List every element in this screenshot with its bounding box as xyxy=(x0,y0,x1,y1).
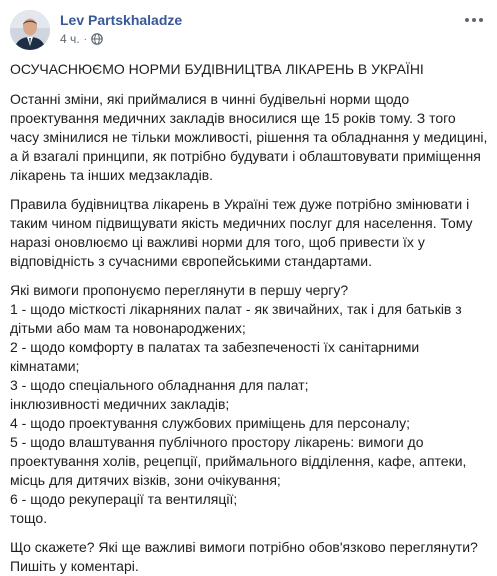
list-item: 3 - щодо спеціального обладнання для палат; xyxy=(10,377,309,393)
post-header xyxy=(10,10,487,52)
list-item: інклюзивності медичних закладів; xyxy=(10,396,230,412)
post-paragraph: Останні зміни, які приймалися в чинні будівельні норми щодо проектування медичних закладів вносилися ще 15 років тому. З того часу змінилися не тільки можливості, рішення та обладнання у медицині, а й взагалі принципи, як потрібно будувати і облаштовувати приміщення лікарень та інших медзакладів. xyxy=(10,91,488,183)
list-heading: Які вимоги пропонуємо переглянути в першу чергу? xyxy=(10,282,349,298)
list-item: 5 - щодо влаштування публічного простору лікарень: вимоги до проектування холів, рецепції, приймального відділення, кафе, аптеки, місць для дитячих візків, зони очікування; xyxy=(10,434,467,488)
menu-dot xyxy=(465,18,469,22)
author-avatar[interactable] xyxy=(10,10,50,50)
menu-dot xyxy=(479,18,483,22)
post-meta xyxy=(60,32,103,46)
meta-separator: · xyxy=(83,33,87,45)
list-item: 4 - щодо проектування службових приміщень для персоналу; xyxy=(10,415,410,431)
menu-dot xyxy=(472,18,476,22)
post-body xyxy=(10,60,488,576)
list-item: тощо. xyxy=(10,510,48,526)
author-name[interactable]: Lev Partskhaladze xyxy=(60,12,183,28)
avatar-image xyxy=(10,10,50,50)
list-item: 6 - щодо рекуперації та вентиляції; xyxy=(10,491,238,507)
list-item: 2 - щодо комфорту в палатах та забезпеченості їх санітарними кімнатами; xyxy=(10,339,420,374)
spacer xyxy=(10,528,488,538)
post-closing: Що скажете? Які ще важливі вимоги потрібно обов'язково переглянути? Пишіть у коментарі. xyxy=(10,539,478,574)
list-item: 1 - щодо місткості лікарняних палат - як звичайних, так і для батьків з дітьми або мам та новонароджених; xyxy=(10,301,462,336)
globe-icon[interactable] xyxy=(91,33,103,45)
more-horizontal-icon[interactable] xyxy=(461,14,487,26)
post-paragraph: Правила будівництва лікарень в Україні теж дуже потрібно змінювати і таким чином підвищувати якість медичних послуг для населення. Тому наразі оновлюємо ці важливі норми для того, щоб привести їх у відповідність з сучасними європейськими стандартами. xyxy=(10,196,473,269)
post-title: ОСУЧАСНЮЄМО НОРМИ БУДІВНИЦТВА ЛІКАРЕНЬ В УКРАЇНІ xyxy=(10,61,424,77)
post-timestamp[interactable]: 4 ч. xyxy=(60,32,80,46)
